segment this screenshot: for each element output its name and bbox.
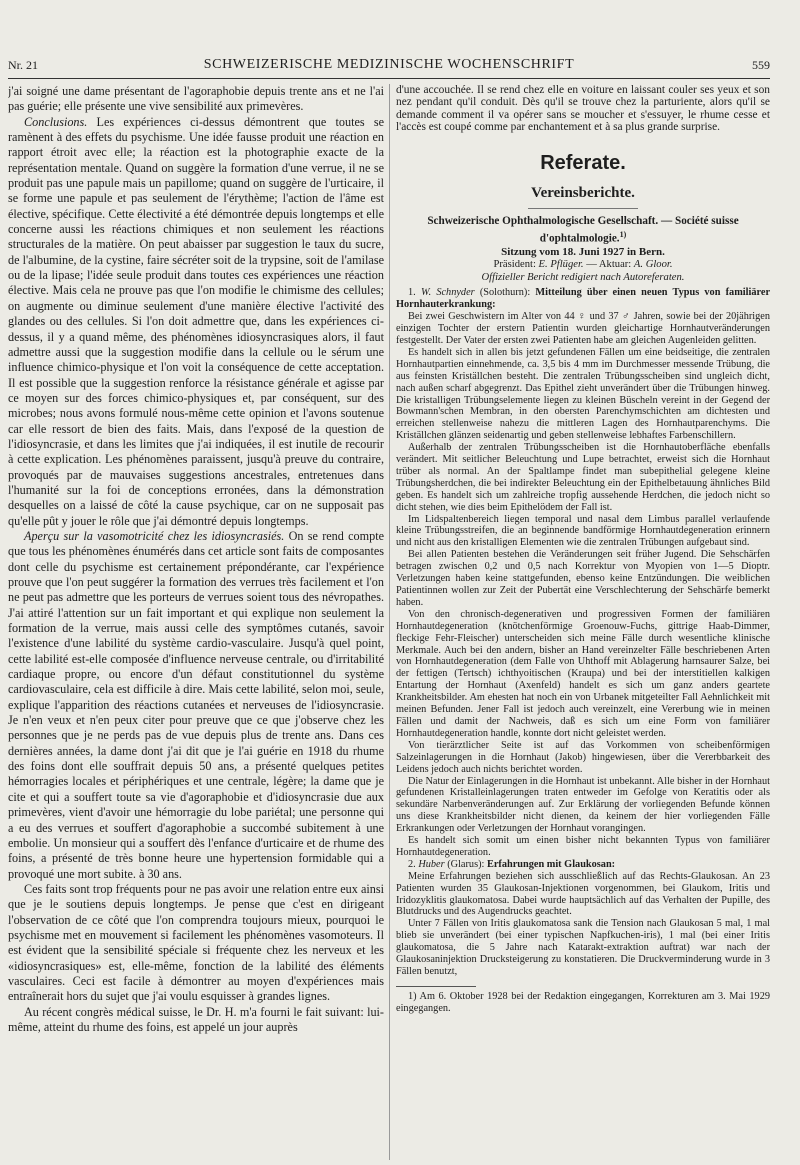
paragraph: Bei zwei Geschwistern im Alter von 44 ♀ und 37 ♂ Jahren, sowie bei der 20jährigen einzigen Tochter der erstern Patientin wurden gleichartige Hornhautveränderungen festgestellt. Der Vater der ersten zwei Patienten habe am gleichen Augenleiden gelitten. (396, 311, 770, 346)
secretary-label: — Aktuar: (586, 259, 632, 271)
paragraph-vasomotricite (8, 529, 384, 882)
paragraph-conclusions (8, 115, 384, 529)
journal-title: SCHWEIZERISCHE MEDIZINISCHE WOCHENSCHRIFT (203, 57, 575, 72)
report-author: W. Schnyder (420, 287, 475, 299)
session-date: Sitzung vom 18. Juni 1927 in Bern. (501, 246, 665, 259)
page-number: 559 (752, 58, 770, 72)
paragraph: j'ai soigné une dame présentant de l'agoraphobie depuis trente ans et ne l'ai pas guérie; elle présente une vive sensibilité aux primevères. (8, 84, 384, 114)
footnote: 1) Am 6. Oktober 1928 bei der Redaktion eingegangen, Korrekturen am 3. Mai 1929 eingegangen. (396, 990, 770, 1014)
section-title: Referate. (540, 151, 626, 174)
report-author: Huber (418, 858, 445, 870)
paragraph: Die Natur der Einlagerungen in die Hornhaut ist unbekannt. Alle bisher in der Hornhaut gefundenen Kristalleinlagerungen traten entweder im Gefolge von Keratitis oder als sekundäre Narbenveränderungen auf. Zur Erklärung der vorliegenden Befunde können uns diese Krankheitsbilder nicht dienen, da keinem der hier vorliegenden Fälle Erkrankungen oder Verletzungen der Hornhaut vorangingen. (396, 775, 770, 835)
report-2 (396, 859, 770, 978)
paragraph: Von den chronisch-degenerativen und progressiven Formen der familiären Hornhautdegeneration (knötchenförmige Groenouw-Fuchs, gittrige Haab-Dimmer, fleckige Fehr-Fleischer) unterscheiden sich meine Fälle durch wesentliche klinische Merkmale. Auch bei den andern, bisher an Hand vereinzelter Fälle beschriebenen Arten von Hornhautdegeneration (dem Falle von Uhthoff mit Ablagerung harnsaurer Salze, bei der fettigen (Tertsch) ichthyoitischen (Kraupa) und bei der interstitiellen kalkigen Entartung der Hornhaut (Axenfeld) handelt es sich um ganz anders geartete Krankheitsbilder. Am ehesten hat noch ein von Urbanek mitgeteilter Fall Aehnlichkeit mit meinen Befunden. Jener Fall ist jedoch auch vereinzelt, eine Vererbung wie in meinen Fällen und damit der Nachweis, daß es sich um eine Form von familiärer Hornhautdegeneration handle, konnte dort nicht geleistet werden. (396, 608, 770, 739)
paragraph: Au récent congrès médical suisse, le Dr. H. m'a fourni le fait suivant: lui-même, atteint du rhume des foins, est appelé un jour auprès (8, 1004, 384, 1034)
paragraph: Es handelt sich in allen bis jetzt gefundenen Fällen um eine beidseitige, die zentralen Hornhautpartien einnehmende, ca. 3,5 bis 4 mm im Durchmesser messende Trübung, die aus feinsten Kriställchen besteht. Die zentralen Trübungsscheiben sind ungleich dicht, nach außen scharf abgegrenzt. Das Epithel zieht unverändert über die Trübungen hinweg. Die kristalligen Trübungselemente liegen zu kleinen Büscheln vereint in der Gegend der Bowmann'schen Membran, in den obersten Parenchymschichten am dichtesten und erreichen stellenweise nahezu die mittleren Lagen des Hornhautparenchyms. Die Kriställchen glänzen seidenartig und geben stellenweise lebhaftes Farbenschillern. (396, 346, 770, 442)
right-column (396, 84, 770, 1160)
paragraph: Unter 7 Fällen von Iritis glaukomatosa sank die Tension nach Glaukosan 5 mal, 1 mal blieb sie unverändert (bei einer typischen Napfkuchen-iris), 1 mal (bei einer Iritis glaukomatosa, die 5 Jahre nach Katarakt-extraktion auftrat) war nach der Glaukosaninjektion Drucksteigerung zu konstatieren. Die Druckverminderung wurde in 3 Fällen benutzt, (396, 918, 770, 978)
paragraph: Von tierärztlicher Seite ist auf das Vorkommen von scheibenförmigen Salzeinlagerungen in die Hornhaut (Jakob) hingewiesen, über die Vererbbarkeit des Leidens jedoch auch nichts berichtet worden. (396, 739, 770, 775)
divider (528, 208, 638, 209)
report-title: Mitteilung über einen neuen Typus von familiärer Hornhauterkrankung: (396, 287, 770, 311)
report-1 (396, 287, 770, 859)
issue-number: Nr. 21 (8, 58, 38, 72)
footnote-marker: 1) (619, 229, 627, 239)
society-text: Schweizerische Ophthalmologische Gesellschaft. — Société suisse d'ophtalmologie. (427, 214, 739, 245)
secretary-name: A. Gloor. (633, 259, 673, 271)
paragraph: Außerhalb der zentralen Trübungsscheiben ist die Hornhautoberfläche ebenfalls verändert. Mit seitlicher Beleuchtung und Lupe betrachtet, erweist sich die Hornhaut trüber als normal. An der Spaltlampe findet man subepithelial gelegene kleine Trübungsherdchen, die bei indirekter Beleuchtung ein der Epithelbetauung ähnliches Bild geben. Es handelt sich um zahlreiche tropfig aussehende Herdchen, die jedoch nicht so dicht stehen, wie dies beim Epithelödem der Fall ist. (396, 442, 770, 513)
paragraph-text: On se rend compte que tous les phénomènes énumérés dans cet article sont faits de composantes dont celle du psychisme est certainement prépondérante, car l'expérience prouve que l'on peut suggérer la formation des verrues très facilement et l'on ne peut pas admettre que les porteurs de verrues soient tous des névropathes. J'ai attiré l'attention sur un fait important et qui explique non seulement la formation de la verrue, mais aussi celle des symptômes cutanés, savoir l'existence d'une labilité du système cardio-vasculaire. Jusqu'à quel point, cette labilité est-elle composée d'influence nerveuse centrale, ou d'irritabilité cardiaque propre, ou encore d'un défaut constitutionnel du système cardiovasculaire, cela est difficile à dire. Mais cette labilité, selon moi, seule, explique l'apparition des réactions cutanées et nerveuses de l'idiosyncrasie. Je n'en veux et n'en peux citer pour preuve que ce que j'observe chez les personnes que je ne perds pas de vue depuis plus de trente ans. Dans ces dernières années, la dame dont j'ai dit que je l'ai guérie en 1918 du rhume des foins dont elle souffrait depuis 50 ans, a présenté quelques petites hémorragies locales et périphériques et une centrale, légère; la dame que je cite et qui a souffert toute sa vie d'agoraphobie et d'idiosyncrasie due aux primevères, vient d'avoir une hémorragie du lobe pariétal; une personne qui a eu des verrues et souffert d'agoraphobie a succombé subitement à une embolie. Un monsieur qui a souffert dès l'enfance d'urticaire et de rhume des foins, a présenté de très bonne heure une hypertension formidable qui a provoqué une mort subite. à 30 ans. (8, 528, 384, 881)
official-note: Offizieller Bericht redigiert nach Autoreferaten. (481, 271, 685, 283)
paragraph-continued: d'une accouchée. Il se rend chez elle en voiture en laissant couler ses yeux et son nez pendant qu'il conduit. Dès qu'il se trouve chez la parturiente, alors qu'il se demande comment il va opérer sans se moucher et s'essuyer, le rhume cesse et l'accès est coupé comme par enchantement et à sa plus grande surprise. (396, 84, 770, 134)
subsection-title: Vereinsberichte. (531, 184, 635, 201)
left-column (8, 84, 384, 1160)
report-number: 1. (408, 287, 416, 299)
column-divider (389, 84, 390, 1160)
paragraph: Bei allen Patienten bestehen die Veränderungen seit früher Jugend. Die Sehschärfen betragen zwischen 0,2 und 0,5 nach Korrektur von Myopien von 1—5 Dioptr. Verletzungen haben keine stattgefunden, ebenso keine Entzündungen. Die weiblichen Patientinnen wollen zur Zeit der Pubertät eine Verschlechterung der Sehschärfe bemerkt haben. (396, 549, 770, 608)
report-place: (Glarus): (447, 858, 485, 870)
report-heading (396, 287, 770, 311)
paragraph: Es handelt sich somit um einen bisher nicht bekannten Typus von familiärer Hornhautdegeneration. (396, 835, 770, 858)
officers-line (396, 259, 770, 272)
report-title: Erfahrungen mit Glaukosan: (486, 858, 616, 870)
chair-name: E. Pflüger. (538, 259, 584, 271)
paragraph: Im Lidspaltenbereich liegen temporal und nasal dem Limbus parallel verlaufende kleine Trübungsstreifen, die an beginnende bandförmige Hornhautdegeneration erinnern und nicht aus den kristalligen Elementen wie die zentralen Trübungen aufgebaut sind. (396, 513, 770, 549)
footnote-rule (396, 986, 476, 987)
paragraph-heading: Aperçu sur la vasomotricité chez les idiosyncrasiés. (24, 528, 285, 543)
society-name (396, 215, 770, 246)
paragraph: Ces faits sont trop fréquents pour ne pas avoir une relation entre eux ainsi que je le soutiens depuis longtemps. Je pense que c'est en dirigeant l'observation de ce côté que l'on comprendra toujours mieux, pourquoi le psychisme met en mouvement si facilement les phénomènes vasomoteurs. Il est évident que la sensibilité spéciale si fréquente chez les nerveux et les «idiosyncrasiques» est, elle-même, fonction de la labilité des éléments vasculaires. Ceci est facile à démontrer au moyen d'expériences mais entraînerait hors du sujet que j'ai voulu esquisser à grandes lignes. (8, 881, 384, 1004)
report-heading (396, 859, 770, 871)
paragraph-heading: Conclusions. (24, 114, 88, 129)
chair-label: Präsident: (493, 259, 536, 271)
report-place: (Solothurn): (479, 287, 531, 299)
paragraph-text: Les expériences ci-dessus démontrent que toutes se ramènent à des effets du psychisme. Une idée fausse produit une réaction en rapport étroit avec elle; la réaction est la photographie exacte de la représentation mentale. Quand on suggère la formation d'une verrue, il ne se produit pas une papule mais un papillome; quand on suggère de l'urticaire, il se forme une papule et pas seulement de l'érythème; l'action de l'âme est élective, spécifique. Cette électivité a été démontrée depuis longtemps et elle concerne aussi les réactions chimiques et non seulement les réactions structurales de la matière. On peut abaisser par suggestion le taux du sucre, de l'albumine, de la cystine, faire sécréter soit de la trypsine, soit de l'amilase ou de la lipase; l'idée seule produit dans toutes ces expériences une réaction élective. Mais cela ne prouve pas que l'on modifie le chimisme des cellules; on augmente ou diminue seulement d'une manière élective l'activité des glandes ou des cellules. Si l'on doit admettre que, dans les expériences ci-dessus, il y a quand même, des phénomènes idiosyncrasiques alors, il faut admettre aussi que la suggestion modifie dans la cellule ou le sérum une influence chimico-physique et l'on voit la conséquence de cette acceptation. Il est possible que la suggestion renforce la résistance générale et agisse par ce moyen sur des forces chimico-physiques et, par conséquent, sur des microbes; nous avons formulé nous-même cette opinion et l'avons soutenue car elle ressort de bien des faits. Mais, dans l'exposé de la question de l'idiosyncrasie, et dans les limites que j'ai indiquées, il est inutile de recourir à cette explication. Les phénomènes paraissent, jusqu'à preuve du contraire, provoqués par de mauvaises suggestions ancestrales, entretenues dans l'humanité sur la foi de conceptions erronées, dans la démonstration desquelles on a laissé de côté la cause psychique, car on ne supposait pas qu'elle pût y jouer le rôle que j'ai démontré depuis longtemps. (8, 114, 384, 528)
report-number: 2. (408, 858, 416, 870)
running-header (8, 56, 770, 79)
paragraph: Meine Erfahrungen beziehen sich ausschließlich auf das Rechts-Glaukosan. An 23 Patienten wurden 35 Glaukosan-Injektionen vorgenommen, bei Glaukom, Iritis und Iridozyklitis glaukomatosa. Dabei wurde hauptsächlich auf das Verhalten der Pupille, des Blutdrucks und des Augendrucks geachtet. (396, 870, 770, 918)
